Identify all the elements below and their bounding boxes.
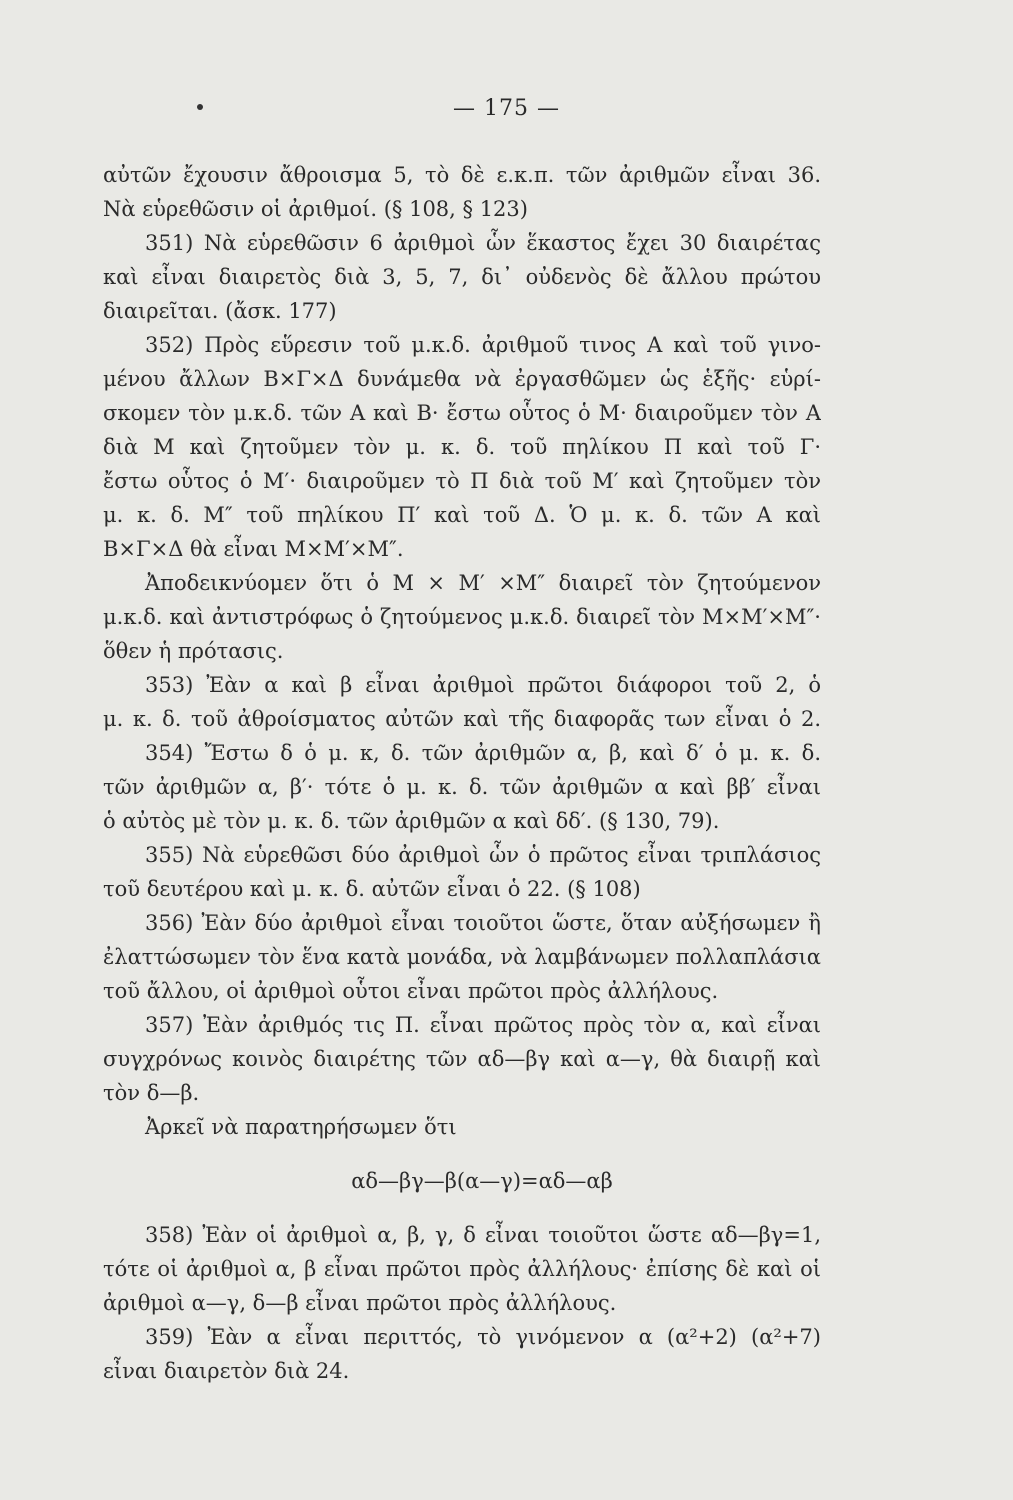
text-line: σκομεν τὸν μ.κ.δ. τῶν Α καὶ Β· ἔστω οὗτος ὁ Μ· διαιροῦμεν τὸν Α	[103, 401, 821, 425]
text-line: διὰ Μ καὶ ζητοῦμεν τὸν μ. κ. δ. τοῦ πηλίκου Π καὶ τοῦ Γ·	[103, 435, 821, 459]
text-line: αὐτῶν ἔχουσιν ἄθροισμα 5, τὸ δὲ ε.κ.π. τῶν ἀριθμῶν εἶναι 36.	[103, 163, 821, 187]
text-line: μ. κ. δ. τοῦ ἀθροίσματος αὐτῶν καὶ τῆς διαφορᾶς των εἶναι ὁ 2.	[103, 707, 821, 731]
text-line: ὁ αὐτὸς μὲ τὸν μ. κ. δ. τῶν ἀριθμῶν α καὶ δδ′. (§ 130, 79).	[103, 809, 720, 833]
text-line: ὅθεν ἡ πρότασις.	[103, 639, 284, 663]
text-line: Νὰ εὑρεθῶσιν οἱ ἀριθμοί. (§ 108, § 123)	[103, 197, 528, 221]
text-line: 351) Νὰ εὑρεθῶσιν 6 ἀριθμοὶ ὧν ἕκαστος ἔχει 30 διαιρέτας	[145, 231, 821, 255]
text-line: 354) Ἔστω δ ὁ μ. κ, δ. τῶν ἀριθμῶν α, β, καὶ δ′ ὁ μ. κ. δ.	[145, 741, 821, 765]
text-line: 359) Ἐὰν α εἶναι περιττός, τὸ γινόμενον α (α²+2) (α²+7)	[145, 1325, 821, 1349]
page-number: — 175 —	[453, 96, 560, 121]
text-line: 356) Ἐὰν δύο ἀριθμοὶ εἶναι τοιοῦτοι ὥστε, ὅταν αὐξήσωμεν ἢ	[145, 911, 821, 935]
text-line: Ἀποδεικνύομεν ὅτι ὁ Μ × Μ′ ×Μ″ διαιρεῖ τὸν ζητούμενον	[145, 571, 821, 595]
text-line: συγχρόνως κοινὸς διαιρέτης τῶν αδ—βγ καὶ α—γ, θὰ διαιρῇ καὶ	[103, 1047, 821, 1071]
text-line: ἔστω οὗτος ὁ Μ′· διαιροῦμεν τὸ Π διὰ τοῦ Μ′ καὶ ζητοῦμεν τὸν	[103, 469, 821, 493]
text-line: τὸν δ—β.	[103, 1081, 200, 1105]
text-line: 355) Νὰ εὑρεθῶσι δύο ἀριθμοὶ ὧν ὁ πρῶτος εἶναι τριπλάσιος	[145, 843, 821, 867]
text-line: Ἀρκεῖ νὰ παρατηρήσωμεν ὅτι	[145, 1115, 457, 1139]
text-line: ἐλαττώσωμεν τὸν ἕνα κατὰ μονάδα, νὰ λαμβάνωμεν πολλαπλάσια	[103, 945, 821, 969]
text-line: μένου ἄλλων Β×Γ×Δ δυνάμεθα νὰ ἐργασθῶμεν ὡς ἑξῆς· εὑρί-	[103, 367, 821, 391]
text-line: καὶ εἶναι διαιρετὸς διὰ 3, 5, 7, δι᾽ οὐδενὸς δὲ ἄλλου πρώτου	[103, 265, 821, 289]
text-line: τοῦ ἄλλου, οἱ ἀριθμοὶ οὗτοι εἶναι πρῶτοι πρὸς ἀλλήλους.	[103, 979, 719, 1003]
text-line: 357) Ἐὰν ἀριθμός τις Π. εἶναι πρῶτος πρὸς τὸν α, καὶ εἶναι	[145, 1013, 821, 1037]
text-line: μ. κ. δ. Μ″ τοῦ πηλίκου Π′ καὶ τοῦ Δ. Ὁ μ. κ. δ. τῶν Α καὶ	[103, 503, 821, 527]
body-text	[103, 158, 821, 1388]
text-line: διαιρεῖται. (ἄσκ. 177)	[103, 299, 337, 323]
text-line: ἀριθμοὶ α—γ, δ—β εἶναι πρῶτοι πρὸς ἀλλήλους.	[103, 1291, 617, 1315]
text-line: 352) Πρὸς εὕρεσιν τοῦ μ.κ.δ. ἀριθμοῦ τινος Α καὶ τοῦ γινο-	[145, 333, 821, 357]
text-line: Β×Γ×Δ θὰ εἶναι Μ×Μ′×Μ″.	[103, 537, 404, 561]
text-line: τοῦ δευτέρου καὶ μ. κ. δ. αὐτῶν εἶναι ὁ 22. (§ 108)	[103, 877, 641, 901]
text-line: 353) Ἐὰν α καὶ β εἶναι ἀριθμοὶ πρῶτοι διάφοροι τοῦ 2, ὁ	[145, 673, 821, 697]
text-line: 358) Ἐὰν οἱ ἀριθμοὶ α, β, γ, δ εἶναι τοιοῦτοι ὥστε αδ—βγ=1,	[145, 1223, 821, 1247]
formula: αδ—βγ—β(α—γ)=αδ—αβ	[351, 1169, 613, 1193]
text-line: μ.κ.δ. καὶ ἀντιστρόφως ὁ ζητούμενος μ.κ.δ. διαιρεῖ τὸν Μ×Μ′×Μ″·	[103, 605, 821, 629]
text-line: τότε οἱ ἀριθμοὶ α, β εἶναι πρῶτοι πρὸς ἀλλήλους· ἐπίσης δὲ καὶ οἱ	[103, 1257, 821, 1281]
text-line: εἶναι διαιρετὸν διὰ 24.	[103, 1359, 350, 1383]
text-line: τῶν ἀριθμῶν α, β′· τότε ὁ μ. κ. δ. τῶν ἀριθμῶν α καὶ ββ′ εἶναι	[103, 775, 821, 799]
